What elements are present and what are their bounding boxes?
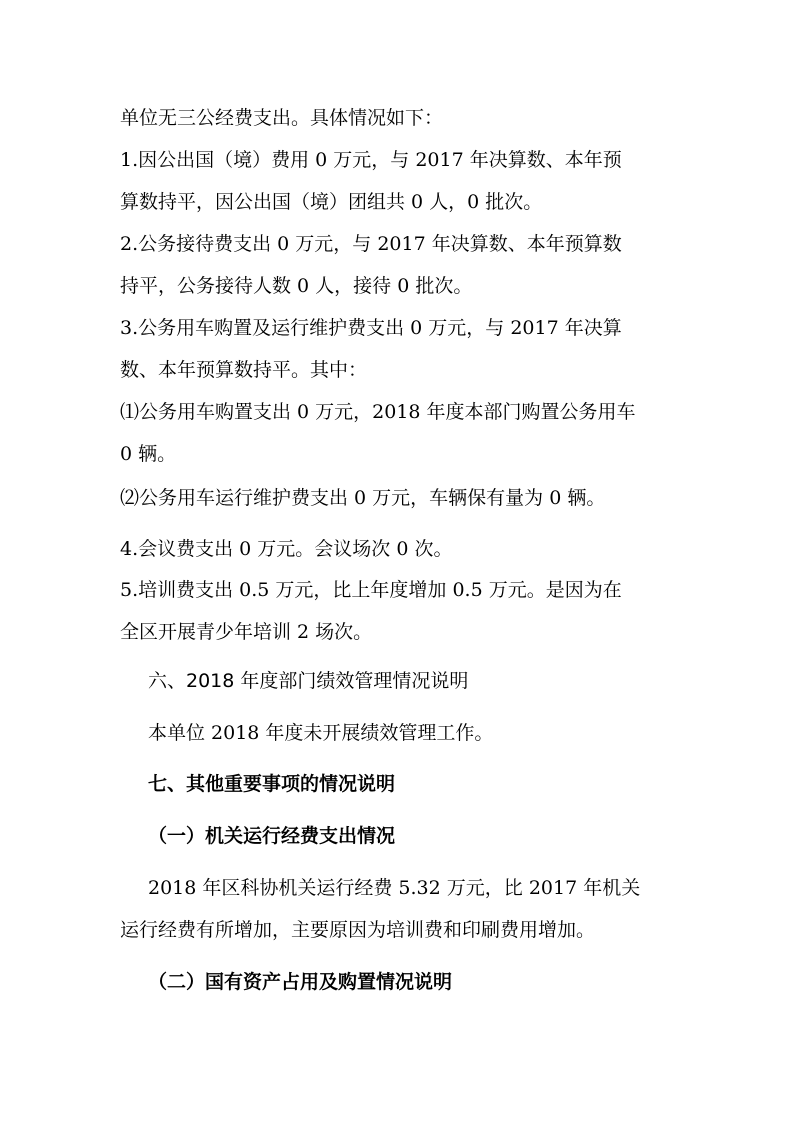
paragraph-line: 运行经费有所增加，主要原因为培训费和印刷费用增加。	[120, 919, 596, 941]
list-item-training: 5.培训费支出 0.5 万元，比上年度增加 0.5 万元。是因为在	[120, 579, 622, 601]
subsection-heading-2: （二）国有资产占用及购置情况说明	[148, 971, 453, 993]
paragraph-line: 单位无三公经费支出。具体情况如下：	[120, 107, 444, 129]
paragraph-line: 0 辆。	[120, 443, 177, 465]
paragraph-line: 2018 年区科协机关运行经费 5.32 万元，比 2017 年机关	[148, 877, 641, 899]
list-item-meeting: 4.会议费支出 0 万元。会议场次 0 次。	[120, 538, 453, 560]
list-item-vehicle: 3.公务用车购置及运行维护费支出 0 万元，与 2017 年决算	[120, 317, 622, 339]
section-heading-7: 七、其他重要事项的情况说明	[148, 773, 396, 795]
section-heading-6: 六、2018 年度部门绩效管理情况说明	[148, 670, 469, 692]
subsection-heading-1: （一）机关运行经费支出情况	[148, 825, 396, 847]
paragraph-line: 数、本年预算数持平。其中：	[120, 359, 368, 381]
list-item-travel: 1.因公出国（境）费用 0 万元，与 2017 年决算数、本年预	[120, 149, 622, 171]
list-item-reception: 2.公务接待费支出 0 万元，与 2017 年决算数、本年预算数	[120, 233, 622, 255]
sub-item-vehicle-maintenance: ⑵公务用车运行维护费支出 0 万元，车辆保有量为 0 辆。	[120, 487, 606, 509]
sub-item-vehicle-purchase: ⑴公务用车购置支出 0 万元，2018 年度本部门购置公务用车	[120, 401, 636, 423]
paragraph-line: 持平，公务接待人数 0 人，接待 0 批次。	[120, 275, 473, 297]
paragraph-line: 本单位 2018 年度未开展绩效管理工作。	[148, 722, 494, 744]
paragraph-line: 算数持平，因公出国（境）团组共 0 人，0 批次。	[120, 191, 543, 213]
paragraph-line: 全区开展青少年培训 2 场次。	[120, 621, 373, 643]
